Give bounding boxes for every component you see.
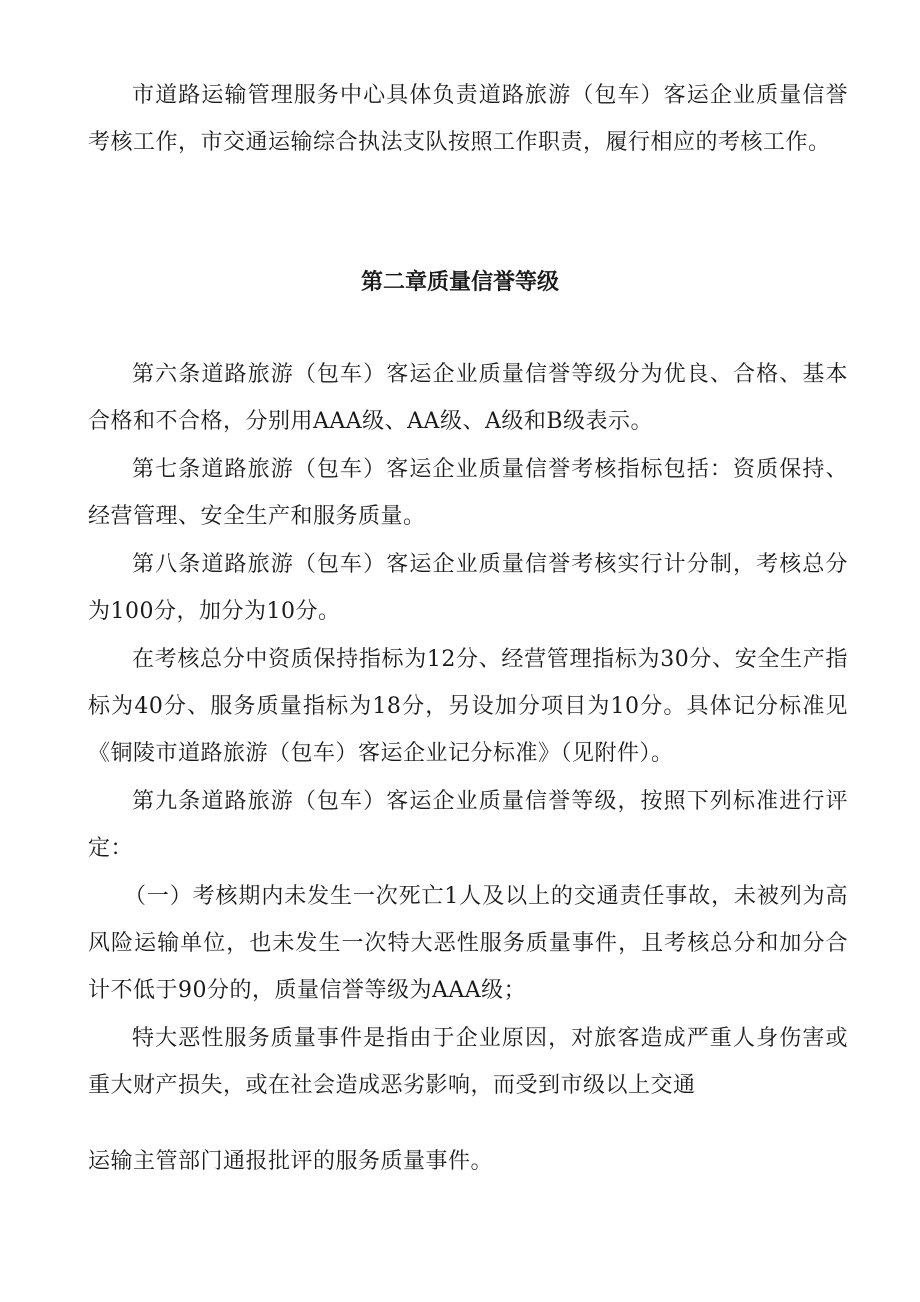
aaa-criteria-paragraph: （一）考核期内未发生一次死亡1人及以上的交通责任事故，未被列为高风险运输单位，也未发生一次特大恶性服务质量事件，且考核总分和加分合计不低于90分的，质量信誉等级为AAA级； <box>88 884 848 1003</box>
article-7-paragraph: 第七条道路旅游（包车）客运企业质量信誉考核指标包括：资质保持、经营管理、安全生产和服务质量。 <box>88 457 848 529</box>
continuation-paragraph: 运输主管部门通报批评的服务质量事件。 <box>88 1149 494 1174</box>
article-8-paragraph: 第八条道路旅游（包车）客运企业质量信誉考核实行计分制，考核总分为100分，加分为10分。 <box>88 552 848 624</box>
score-breakdown-paragraph: 在考核总分中资质保持指标为12分、经营管理指标为30分、安全生产指标为40分、服务质量指标为18分，另设加分项目为10分。具体记分标准见《铜陵市道路旅游（包车）客运企业记分标准》（见附件）。 <box>88 647 848 766</box>
chapter-heading: 第二章质量信誉等级 <box>360 269 559 295</box>
intro-paragraph: 市道路运输管理服务中心具体负责道路旅游（包车）客运企业质量信誉考核工作，市交通运输综合执法支队按照工作职责，履行相应的考核工作。 <box>88 83 848 155</box>
article-6-paragraph: 第六条道路旅游（包车）客运企业质量信誉等级分为优良、合格、基本合格和不合格，分别用AAA级、AA级、A级和B级表示。 <box>88 362 848 434</box>
major-incident-definition-paragraph: 特大恶性服务质量事件是指由于企业原因，对旅客造成严重人身伤害或重大财产损失，或在社会造成恶劣影响，而受到市级以上交通 <box>88 1026 848 1098</box>
article-9-paragraph: 第九条道路旅游（包车）客运企业质量信誉等级，按照下列标准进行评定： <box>88 789 848 861</box>
